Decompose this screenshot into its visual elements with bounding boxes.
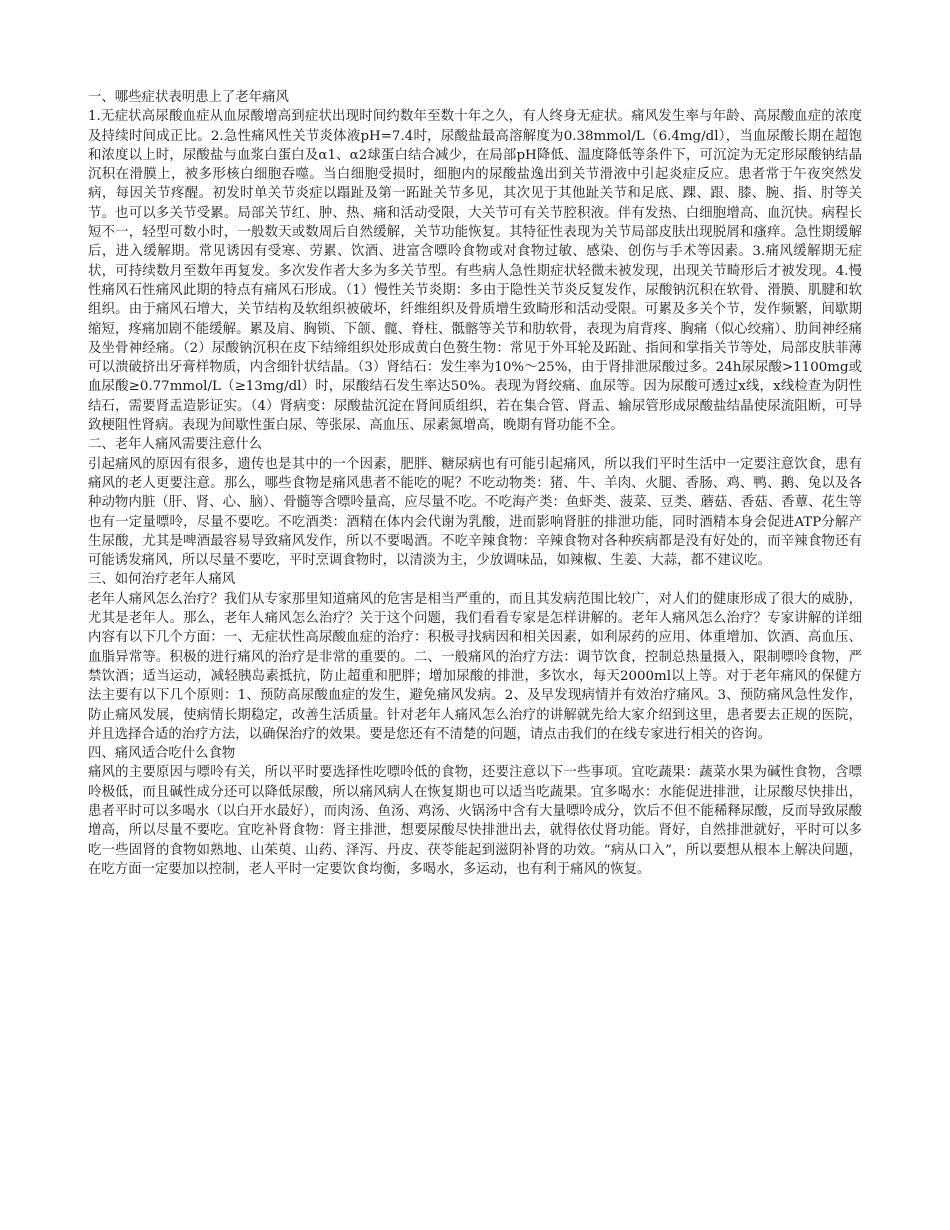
article-body <box>88 88 862 879</box>
section-heading: 一、哪些症状表明患上了老年痛风 <box>88 90 289 105</box>
section-treatment <box>88 570 862 744</box>
section-paragraph: 痛风的主要原因与嘌呤有关，所以平时要选择性吃嘌呤低的食物，还要注意以下一些事项。宜吃蔬果：蔬菜水果为碱性食物，含嘌呤极低，而且碱性成分还可以降低尿酸，所以痛风病人在恢复期也可以适当吃蔬果。宜多喝水：水能促进排泄，让尿酸尽快排出，患者平时可以多喝水（以白开水最好），而肉汤、鱼汤、鸡汤、火锅汤中含有大量嘌呤成分，饮后不但不能稀释尿酸，反而导致尿酸增高，所以尽量不要吃。宜吃补肾食物：肾主排泄，想要尿酸尽快排泄出去，就得依仗肾功能。肾好，自然排泄就好，平时可以多吃一些固肾的食物如熟地、山茱萸、山药、泽泻、丹皮、茯苓能起到滋阴补肾的功效。“病从口入”，所以要想从根本上解决问题，在吃方面一定要加以控制，老人平时一定要饮食均衡，多喝水，多运动，也有利于痛风的恢复。 <box>88 765 862 877</box>
section-heading: 三、如何治疗老年人痛风 <box>88 572 236 588</box>
section-paragraph: 老年人痛风怎么治疗？我们从专家那里知道痛风的危害是相当严重的，而且其发病范围比较广，对人们的健康形成了很大的威胁，尤其是老年人。那么，老年人痛风怎么治疗？关于这个问题，我们看看专家是怎样讲解的。老年人痛风怎么治疗？专家讲解的详细内容有以下几个方面：一、无症状性高尿酸血症的治疗：积极寻找病因和相关因素，如利尿药的应用、体重增加、饮酒、高血压、血脂异常等。积极的进行痛风的治疗是非常的重要的。二、一般痛风的治疗方法：调节饮食，控制总热量摄入，限制嘌呤食物，严禁饮酒；适当运动，减轻胰岛素抵抗，防止超重和肥胖；增加尿酸的排泄，多饮水，每天2000ml以上等。对于老年痛风的保健方法主要有以下几个原则：1、预防高尿酸血症的发生，避免痛风发病。2、及早发现病情并有效治疗痛风。3、预防痛风急性发作，防止痛风发展，使病情长期稳定，改善生活质量。针对老年人痛风怎么治疗的讲解就先给大家介绍到这里，患者要去正规的医院，并且选择合适的治疗方法，以确保治疗的效果。要是您还有不清楚的问题，请点击我们的在线专家进行相关的咨询。 <box>88 591 862 742</box>
section-precautions <box>88 435 862 570</box>
section-paragraph: 引起痛风的原因有很多，遗传也是其中的一个因素，肥胖、糖尿病也有可能引起痛风，所以我们平时生活中一定要注意饮食，患有痛风的老人更要注意。那么，哪些食物是痛风患者不能吃的呢？不吃动物类：猪、牛、羊肉、火腿、香肠、鸡、鸭、鹅、兔以及各种动物内脏（肝、肾、心、脑）、骨髓等含嘌呤量高，应尽量不吃。不吃海产类：鱼虾类、菠菜、豆类、蘑菇、香菇、香蕈、花生等也有一定量嘌呤，尽量不要吃。不吃酒类：酒精在体内会代谢为乳酸，进而影响肾脏的排泄功能，同时酒精本身会促进ATP分解产生尿酸，尤其是啤酒最容易导致痛风发作，所以不要喝酒。不吃辛辣食物：辛辣食物对各种疾病都是没有好处的，而辛辣食物还有可能诱发痛风，所以尽量不要吃，平时烹调食物时，以清淡为主，少放调味品，如辣椒、生姜、大蒜，都不建议吃。 <box>88 456 862 569</box>
section-heading: 四、痛风适合吃什么食物 <box>88 746 236 762</box>
section-diet <box>88 744 862 879</box>
section-paragraph: 1.无症状高尿酸血症从血尿酸增高到症状出现时间约数年至数十年之久，有人终身无症状。痛风发生率与年龄、高尿酸血症的浓度及持续时间成正比。2.急性痛风性关节炎体液pH=7.4时，尿酸盐最高溶解度为0.38mmol/L（6.4mg/dl），当血尿酸长期在超饱和浓度以上时，尿酸盐与血浆白蛋白及α1、α2球蛋白结合减少，在局部pH降低、温度降低等条件下，可沉淀为无定形尿酸钠结晶沉积在滑膜上，被多形核白细胞吞噬。当白细胞受损时，细胞内的尿酸盐逸出到关节滑液中引起炎症反应。患者常于午夜突然发病，每因关节疼醒。初发时单关节炎症以蹋趾及第一跖趾关节多见，其次见于其他趾关节和足底、踝、跟、膝、腕、指、肘等关节。也可以多关节受累。局部关节红、肿、热、痛和活动受限，大关节可有关节腔积液。伴有发热、白细胞增高、血沉快。病程长短不一，轻型可数小时，一般数天或数周后自然缓解，关节功能恢复。其特征性表现为关节局部皮肤出现脱屑和瘙痒。急性期缓解后，进入缓解期。常见诱因有受寒、劳累、饮酒、进富含嘌呤食物或对食物过敏、感染、创伤与手术等因素。3.痛风缓解期无症状，可持续数月至数年再复发。多次发作者大多为多关节型。有些病人急性期症状轻微未被发现，出现关节畸形后才被发现。4.慢性痛风石性痛风此期的特点有痛风石形成。（1）慢性关节炎期：多由于隐性关节炎反复发作，尿酸钠沉积在软骨、滑膜、肌腱和软组织。由于痛风石增大，关节结构及软组织被破坏，纤维组织及骨质增生致畸形和活动受限。可累及多关个节，发作频繁，间歇期缩短，疼痛加剧不能缓解。累及肩、胸锁、下颌、髋、脊柱、骶髂等关节和肋软骨，表现为肩背疼、胸痛（似心绞痛）、肋间神经痛及坐骨神经痛。（2）尿酸钠沉积在皮下结缔组织处形成黄白色赘生物：常见于外耳轮及跖趾、指间和掌指关节等处，局部皮肤菲薄可以溃破挤出牙膏样物质，内含细针状结晶。（3）肾结石：发生率为10%～25%，由于肾排泄尿酸过多。24h尿尿酸>1100mg或血尿酸≥0.77mmol/L（≥13mg/dl）时，尿酸结石发生率达50%。表现为肾绞痛、血尿等。因为尿酸可透过x线，x线检查为阴性结石，需要肾盂造影证实。（4）肾病变：尿酸盐沉淀在肾间质组织，若在集合管、肾盂、输尿管形成尿酸盐结晶使尿流阻断，可导致梗阻性肾病。表现为间歇性蛋白尿、等张尿、高血压、尿素氮增高，晚期有肾功能不全。 <box>88 109 862 434</box>
section-heading: 二、老年人痛风需要注意什么 <box>88 437 263 453</box>
section-symptoms <box>88 88 862 435</box>
